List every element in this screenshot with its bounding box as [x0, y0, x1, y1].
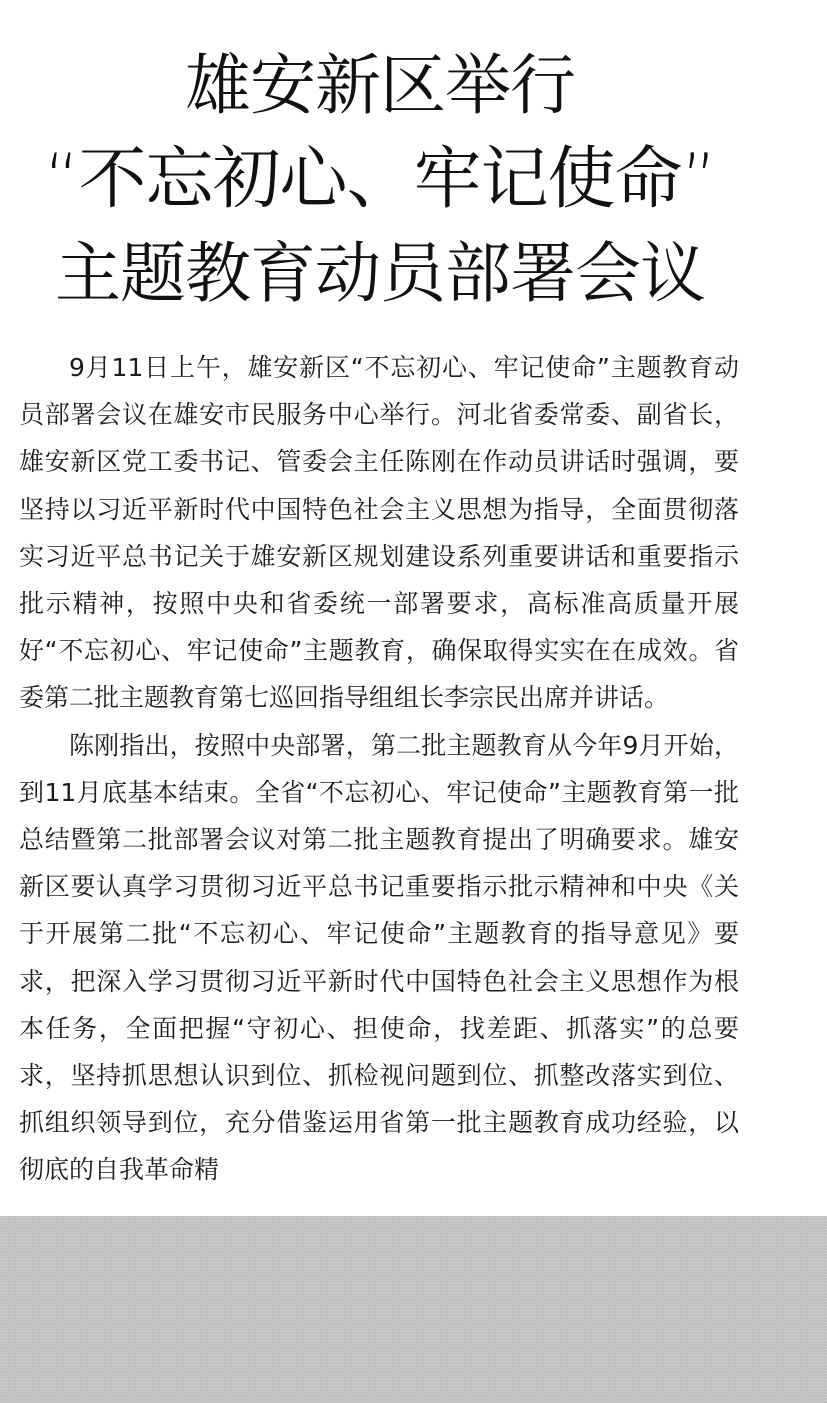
- headline-line-2: “不忘初心、牢记使命”: [44, 140, 716, 220]
- article-headline: [0, 39, 760, 321]
- paragraph-2: 陈刚指出，按照中央部署，第二批主题教育从今年9月开始，到11月底基本结束。全省“不忘初心、牢记使命”主题教育第一批总结暨第二批部署会议对第二批主题教育提出了明确要求。雄安新区要认真学习贯彻习近平总书记重要指示批示精神和中央《关于开展第二批“不忘初心、牢记使命”主题教育的指导意见》要求，把深入学习贯彻习近平新时代中国特色社会主义思想作为根本任务，全面把握“守初心、担使命，找差距、抓落实”的总要求，坚持抓思想认识到位、抓检视问题到位、抓整改落实到位、抓组织领导到位，充分借鉴运用省第一批主题教育成功经验，以彻底的自我革命精: [19, 730, 739, 1185]
- headline-line-1: 雄安新区举行: [185, 47, 575, 125]
- paragraph-1: 9月11日上午，雄安新区“不忘初心、牢记使命”主题教育动员部署会议在雄安市民服务中心举行。河北省委常委、副省长，雄安新区党工委书记、管委会主任陈刚在作动员讲话时强调，要坚持以习近平新时代中国特色社会主义思想为指导，全面贯彻落实习近平总书记关于雄安新区规划建设系列重要讲话和重要指示批示精神，按照中央和省委统一部署要求，高标准高质量开展好“不忘初心、牢记使命”主题教育，确保取得实实在在成效。省委第二批主题教育第七巡回指导组组长李宗民出席并讲话。: [19, 353, 739, 713]
- gray-overlay-panel: [0, 1216, 827, 1403]
- article-body: [19, 344, 739, 1194]
- headline-line-3: 主题教育动员部署会议: [55, 235, 705, 313]
